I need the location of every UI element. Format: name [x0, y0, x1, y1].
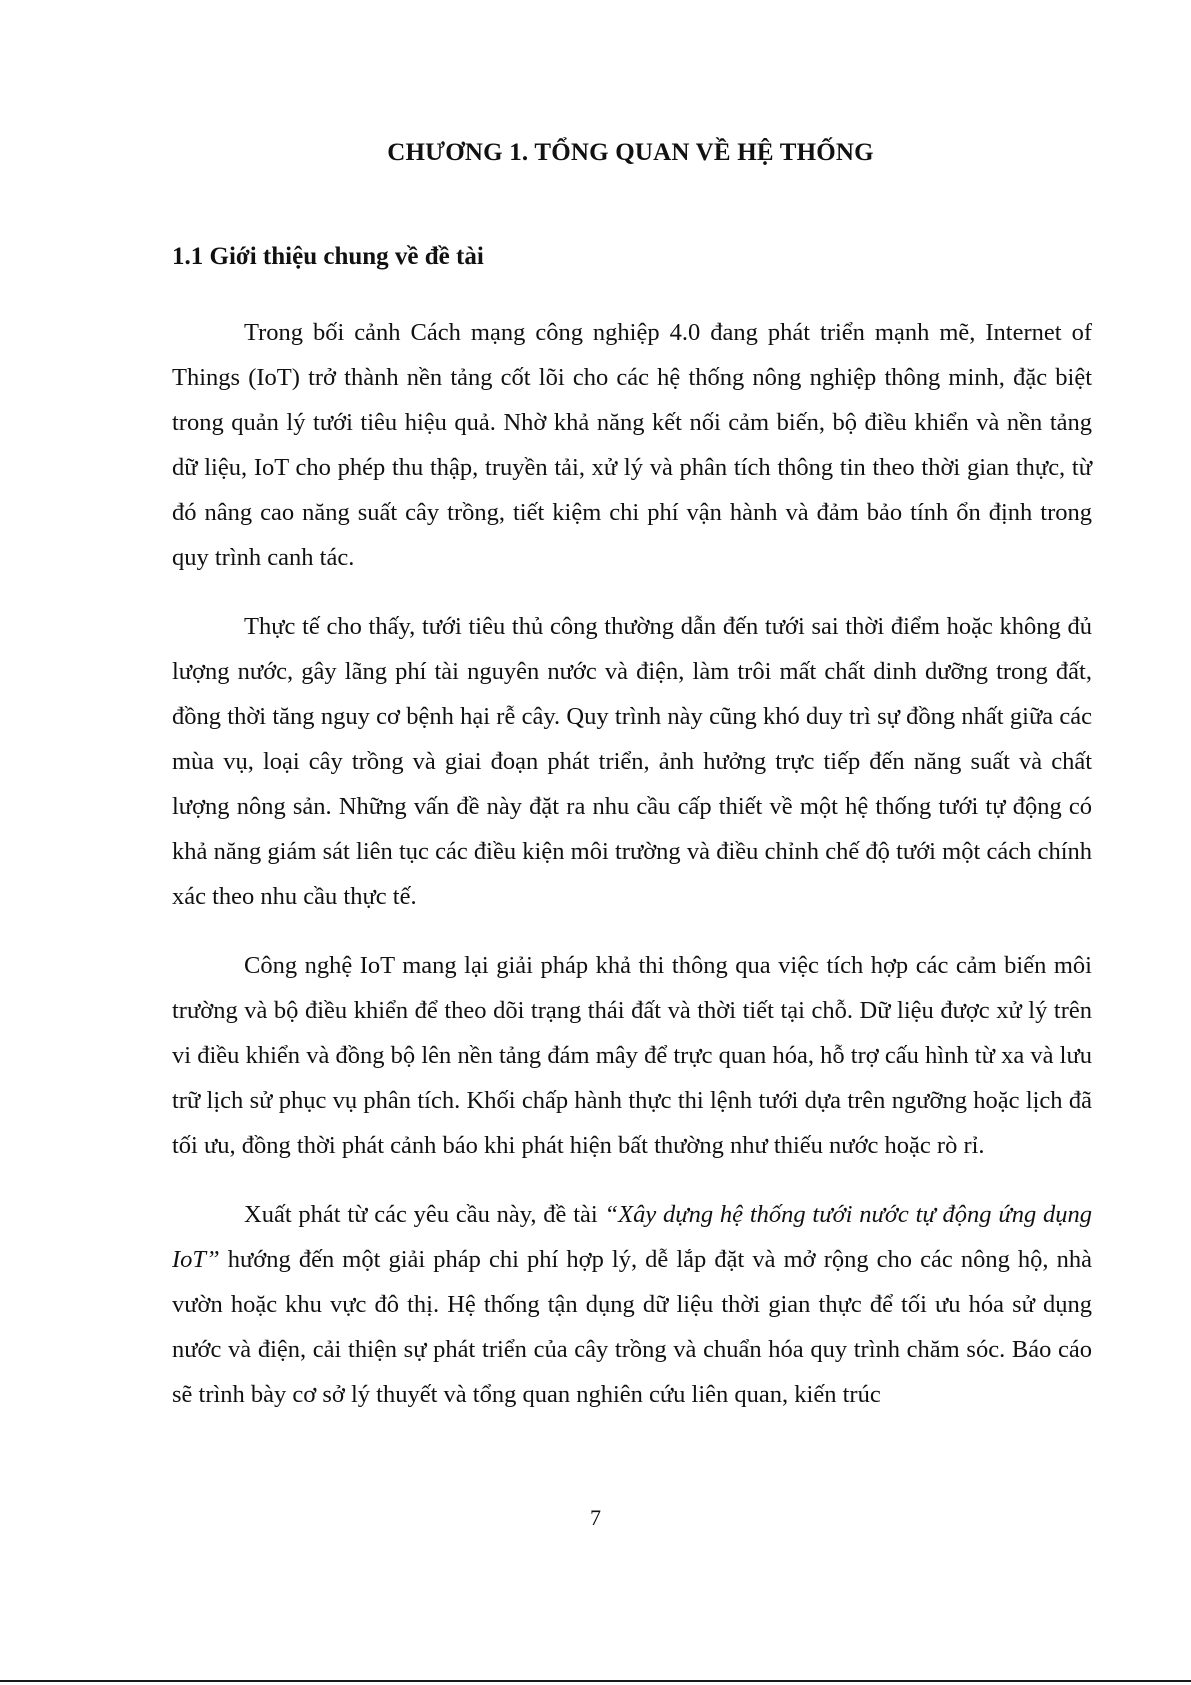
- chapter-title: CHƯƠNG 1. TỔNG QUAN VỀ HỆ THỐNG: [387, 139, 874, 166]
- page-number: 7: [590, 1505, 601, 1530]
- paragraph-4-intro: Xuất phát từ các yêu cầu này, đề tài: [244, 1201, 605, 1228]
- bottom-divider: [0, 1680, 1191, 1682]
- section-heading: 1.1 Giới thiệu chung về đề tài: [172, 243, 484, 270]
- body-text: [172, 310, 1092, 1417]
- project-title-italic: “Xây dựng hệ thống tưới nước tự động ứng dụng IoT”: [172, 1201, 1092, 1273]
- paragraph-1: Trong bối cảnh Cách mạng công nghiệp 4.0 đang phát triển mạnh mẽ, Internet of Things (IoT) trở thành nền tảng cốt lõi cho các hệ thống nông nghiệp thông minh, đặc biệt trong quản lý tưới tiêu hiệu quả. Nhờ khả năng kết nối cảm biến, bộ điều khiển và nền tảng dữ liệu, IoT cho phép thu thập, truyền tải, xử lý và phân tích thông tin theo thời gian thực, từ đó nâng cao năng suất cây trồng, tiết kiệm chi phí vận hành và đảm bảo tính ổn định trong quy trình canh tác.: [172, 319, 1092, 571]
- paragraph-4-body: hướng đến một giải pháp chi phí hợp lý, dễ lắp đặt và mở rộng cho các nông hộ, nhà vườn hoặc khu vực đô thị. Hệ thống tận dụng dữ liệu thời gian thực để tối ưu hóa sử dụng nước và điện, cải thiện sự phát triển của cây trồng và chuẩn hóa quy trình chăm sóc. Báo cáo sẽ trình bày cơ sở lý thuyết và tổng quan nghiên cứu liên quan, kiến trúc: [172, 1246, 1092, 1408]
- paragraph-2: Thực tế cho thấy, tưới tiêu thủ công thường dẫn đến tưới sai thời điểm hoặc không đủ lượng nước, gây lãng phí tài nguyên nước và điện, làm trôi mất chất dinh dưỡng trong đất, đồng thời tăng nguy cơ bệnh hại rễ cây. Quy trình này cũng khó duy trì sự đồng nhất giữa các mùa vụ, loại cây trồng và giai đoạn phát triển, ảnh hưởng trực tiếp đến năng suất và chất lượng nông sản. Những vấn đề này đặt ra nhu cầu cấp thiết về một hệ thống tưới tự động có khả năng giám sát liên tục các điều kiện môi trường và điều chỉnh chế độ tưới một cách chính xác theo nhu cầu thực tế.: [172, 613, 1092, 910]
- paragraph-4: [172, 1192, 1092, 1417]
- paragraph-3: Công nghệ IoT mang lại giải pháp khả thi thông qua việc tích hợp các cảm biến môi trường và bộ điều khiển để theo dõi trạng thái đất và thời tiết tại chỗ. Dữ liệu được xử lý trên vi điều khiển và đồng bộ lên nền tảng đám mây để trực quan hóa, hỗ trợ cấu hình từ xa và lưu trữ lịch sử phục vụ phân tích. Khối chấp hành thực thi lệnh tưới dựa trên ngưỡng hoặc lịch đã tối ưu, đồng thời phát cảnh báo khi phát hiện bất thường như thiếu nước hoặc rò rỉ.: [172, 952, 1092, 1159]
